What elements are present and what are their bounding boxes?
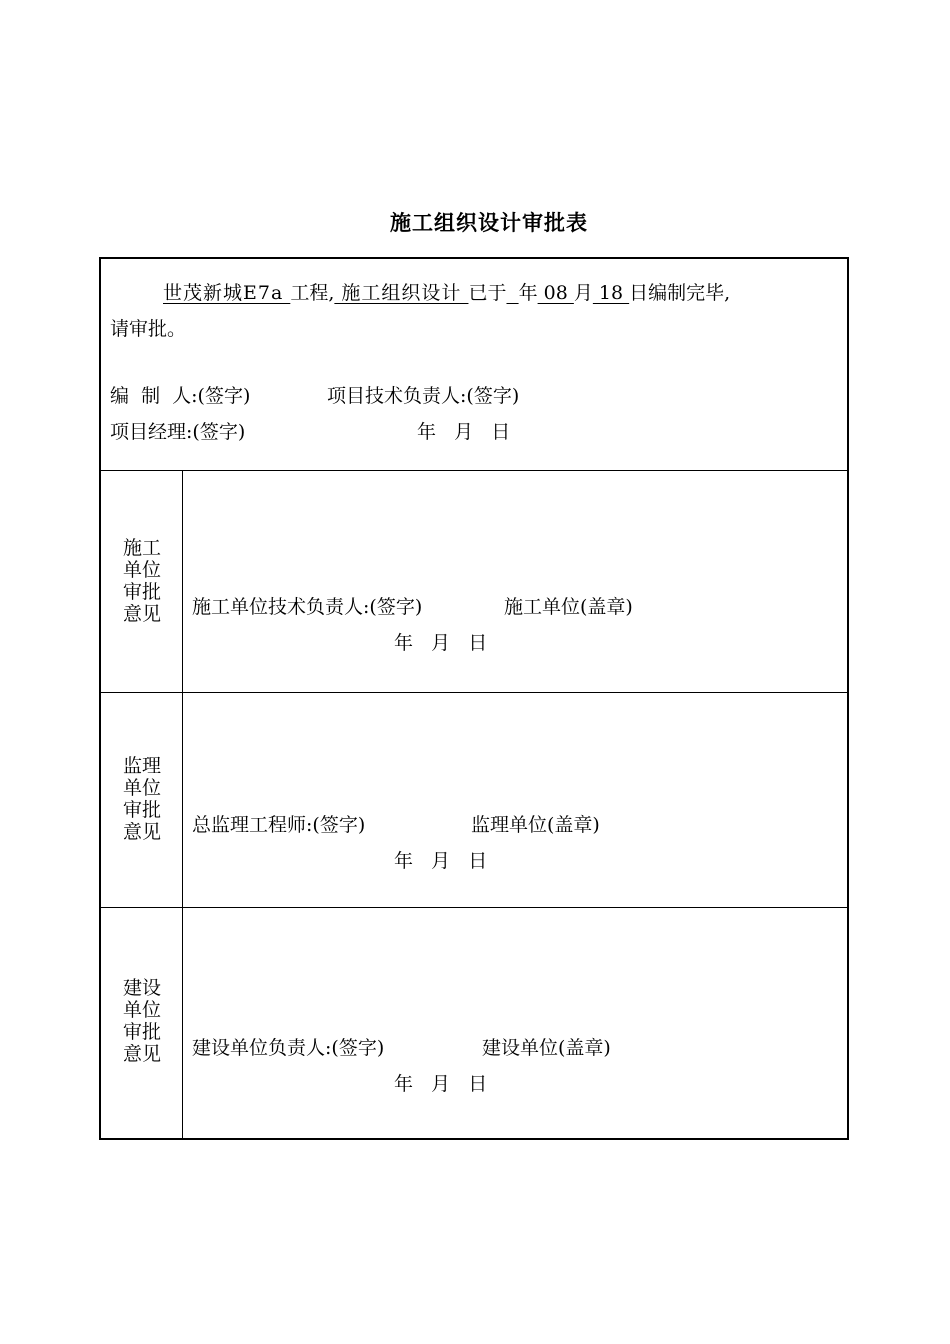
owner-signer: 建设单位负责人:(签字) [192, 1037, 385, 1059]
year-field[interactable] [506, 282, 518, 304]
supervisor-label-cell [101, 693, 183, 907]
year-label: 年 [518, 282, 538, 304]
owner-label-cell [101, 908, 183, 1138]
contractor-label-cell [101, 471, 183, 692]
contractor-date: 年 月 日 [394, 632, 488, 654]
owner-approval-row [101, 908, 847, 1138]
form-title: 施工组织设计审批表 [390, 211, 588, 235]
supervisor-label: 监理 单位 审批 意见 [122, 755, 161, 843]
owner-label: 建设 单位 审批 意见 [122, 977, 161, 1065]
month-label: 月 [573, 282, 593, 304]
day-field[interactable]: 18 [592, 282, 630, 304]
contractor-seal: 施工单位(盖章) [504, 596, 633, 618]
day-label: 日编制完毕, [629, 282, 731, 304]
month-field[interactable]: 08 [537, 282, 574, 304]
owner-seal: 建设单位(盖章) [482, 1037, 611, 1059]
contractor-approval-row [101, 471, 847, 693]
supervisor-approval-row [101, 693, 847, 908]
supervisor-date: 年 月 日 [394, 850, 488, 872]
document-type-field[interactable]: 施工组织设计 [334, 282, 469, 304]
owner-date: 年 月 日 [394, 1073, 488, 1095]
intro-text-done: 已于 [468, 282, 507, 304]
tech-lead-signature: 项目技术负责人:(签字) [327, 385, 520, 407]
manager-signature: 项目经理:(签字) [110, 421, 246, 443]
supervisor-seal: 监理单位(盖章) [471, 814, 600, 836]
submission-row [101, 259, 847, 471]
approval-form-table [99, 257, 849, 1140]
intro-line-1 [163, 281, 730, 305]
supervisor-signer: 总监理工程师:(签字) [192, 814, 366, 836]
author-signature: 编 制 人:(签字) [110, 385, 251, 407]
contractor-signer: 施工单位技术负责人:(签字) [192, 596, 423, 618]
contractor-label: 施工 单位 审批 意见 [122, 537, 161, 625]
project-name-field[interactable]: 世茂新城E7a [163, 282, 291, 304]
intro-text-project: 工程, [290, 282, 335, 304]
intro-line-2: 请审批。 [110, 318, 187, 340]
submission-date: 年 月 日 [417, 421, 511, 443]
